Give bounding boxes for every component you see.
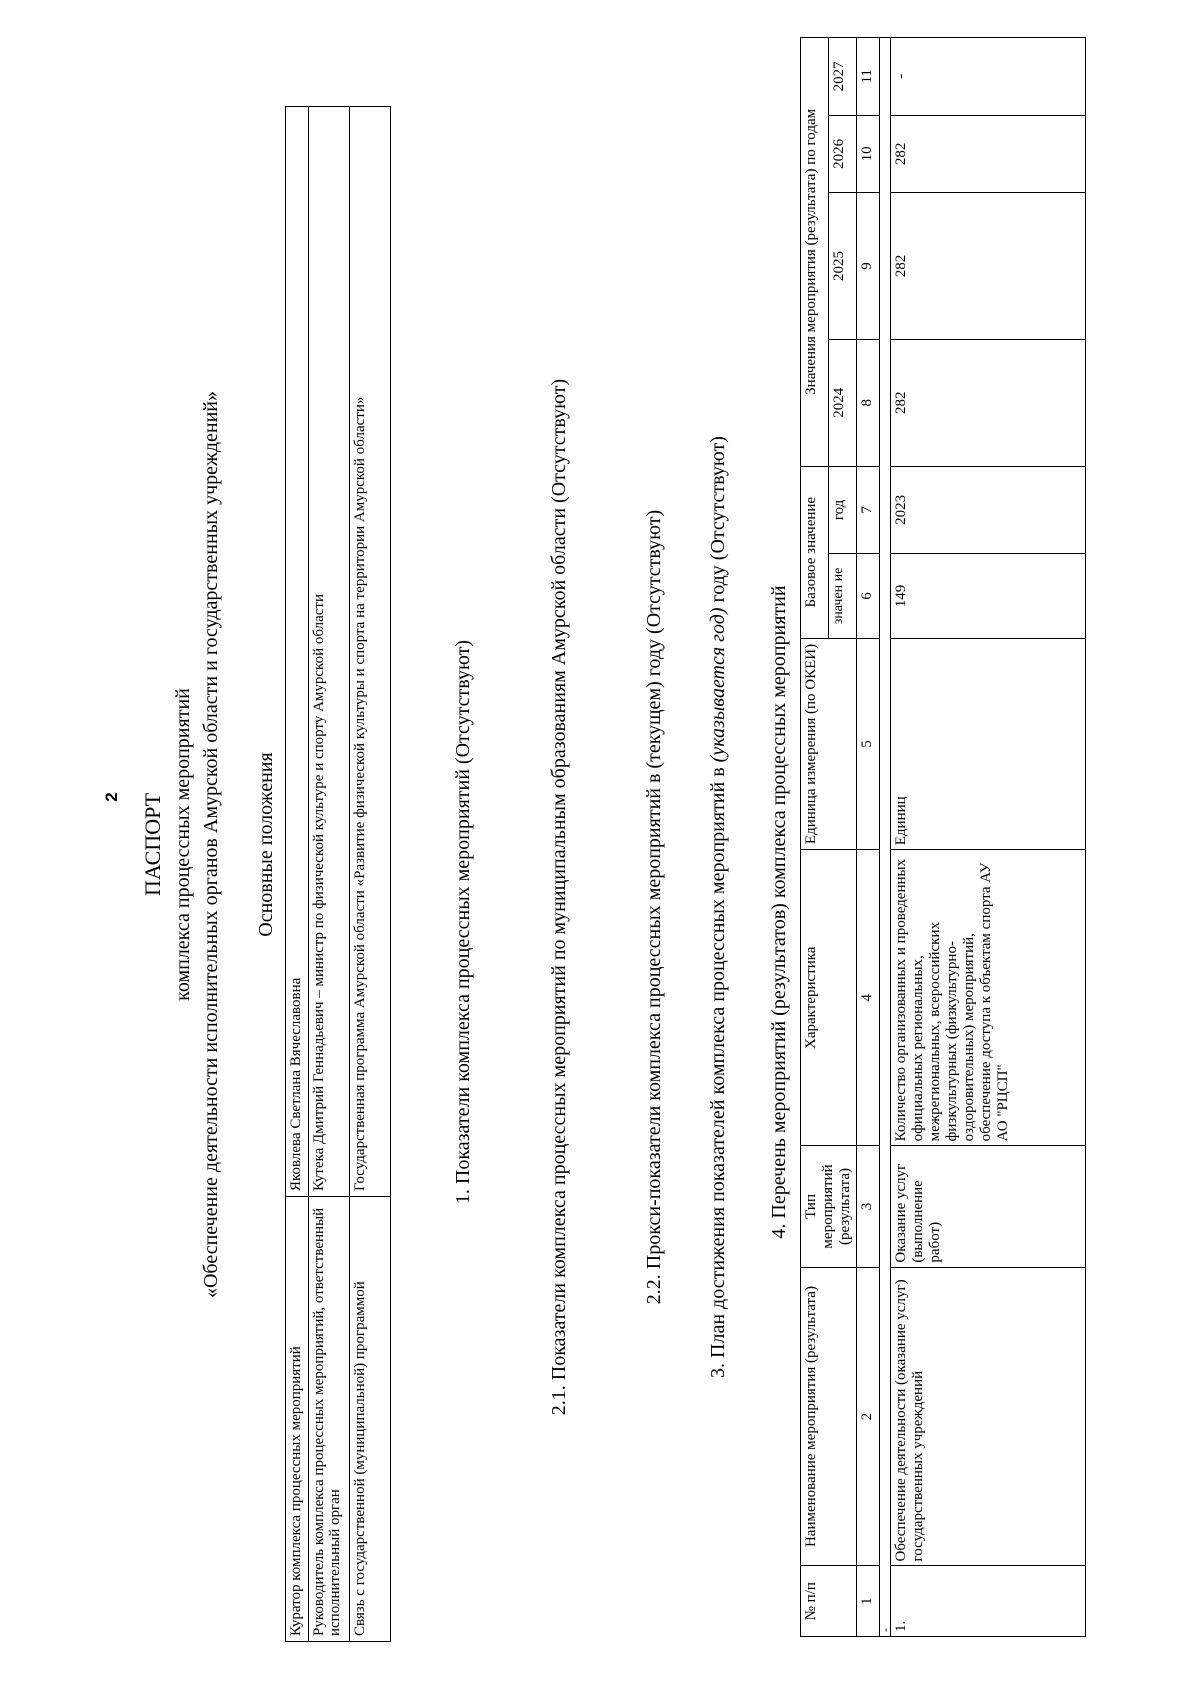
base-year: 2023 (891, 466, 1086, 553)
heading-plan-part: году (Отсутствуют) (707, 436, 729, 608)
activity-characteristic: Количество организованных и проведенных официальных региональных, межрегиональных, всероссийских физкультурных (физкультурно-оздоровительных) мероприятий, обеспечение доступа к объектам спорта АУ АО "РЦСП" (891, 850, 1086, 1146)
col-header-2024: 2024 (829, 339, 857, 466)
basic-info-label: Руководитель комплекса процессных мероприятий, ответственный исполнительный орган (309, 1197, 350, 1642)
col-header-num: № п/п (801, 1566, 857, 1637)
column-number: 7 (857, 466, 880, 553)
value-2027: - (891, 38, 1086, 116)
section-separator-row (880, 38, 891, 1637)
table-row (891, 38, 1086, 1637)
basic-info-label: Куратор комплекса процессных мероприятий (286, 1197, 309, 1642)
basic-info-table (285, 106, 391, 1642)
activities-table (800, 37, 1086, 1637)
column-number: 10 (857, 115, 880, 193)
col-header-name: Наименование мероприятия (результата) (801, 1267, 857, 1566)
heading-proxy-indicators: 2.2. Прокси-показатели комплекса процессных мероприятий в (текущем) году (Отсутствуют) (643, 509, 665, 1305)
document-title: ПАСПОРТ (140, 792, 165, 897)
activity-name: Обеспечение деятельности (оказание услуг) государственных учреждений (891, 1267, 1086, 1566)
activity-unit: Единиц (891, 638, 1086, 850)
col-header-unit: Единица измерения (по ОКЕИ) (801, 638, 857, 850)
column-number: 2 (857, 1267, 880, 1566)
page-number: 2 (102, 792, 121, 802)
section-heading-basic: Основные положения (255, 752, 277, 937)
column-number: 11 (857, 38, 880, 116)
col-header-base-year: год (829, 466, 857, 553)
separator-mark: - (880, 38, 891, 1637)
basic-info-label: Связь с государственной (муниципальной) программой (350, 1197, 391, 1642)
col-header-type: Тип мероприятий (результата) (801, 1146, 857, 1267)
basic-info-value: Кутека Дмитрий Геннадьевич – министр по физической культуре и спорту Амурской области (309, 107, 350, 1197)
basic-info-value: Яковлева Светлана Вячеславовна (286, 107, 309, 1197)
basic-info-value: Государственная программа Амурской области «Развитие физической культуры и спорта на территории Амурской области» (350, 107, 391, 1197)
column-number: 6 (857, 554, 880, 639)
col-header-2027: 2027 (829, 38, 857, 116)
col-header-base: Базовое значение (801, 466, 829, 638)
col-header-values: Значения мероприятия (результата) по годам (801, 38, 829, 467)
heading-plan-year-note: (указывается год) (707, 607, 729, 763)
column-number: 8 (857, 339, 880, 466)
heading-plan-part: 3. План достижения показателей комплекса процессных мероприятий в (707, 762, 729, 1378)
col-header-2026: 2026 (829, 115, 857, 193)
heading-activities-list: 4. Перечень мероприятий (результатов) комплекса процессных мероприятий (768, 585, 790, 1239)
col-header-characteristic: Характеристика (801, 850, 857, 1146)
value-2025: 282 (891, 193, 1086, 340)
column-number: 4 (857, 850, 880, 1146)
column-number-row (857, 38, 880, 1637)
column-number: 1 (857, 1566, 880, 1637)
basic-info-row (286, 107, 309, 1642)
complex-name: «Обеспечение деятельности исполнительных органов Амурской области и государственных учреждений» (200, 390, 222, 1299)
table-header-row (801, 38, 829, 1637)
column-number: 5 (857, 638, 880, 850)
column-number: 3 (857, 1146, 880, 1267)
rotated-page-content (130, 17, 1140, 1672)
value-2026: 282 (891, 115, 1086, 193)
column-number: 9 (857, 193, 880, 340)
basic-info-row (350, 107, 391, 1642)
value-2024: 282 (891, 339, 1086, 466)
heading-municipal-indicators: 2.1. Показатели комплекса процессных мероприятий по муниципальным образованиям Амурской области (Отсутствуют) (548, 378, 570, 1416)
heading-indicators: 1. Показатели комплекса процессных мероприятий (Отсутствуют) (452, 639, 474, 1205)
col-header-base-value: значен ие (829, 554, 857, 639)
row-number: 1. (891, 1566, 1086, 1637)
basic-info-row (309, 107, 350, 1642)
activity-type: Оказание услуг (выполнение работ) (891, 1146, 1086, 1267)
col-header-2025: 2025 (829, 193, 857, 340)
document-subtitle: комплекса процессных мероприятий (172, 688, 194, 1001)
heading-achievement-plan (707, 142, 730, 1672)
base-value: 149 (891, 554, 1086, 639)
